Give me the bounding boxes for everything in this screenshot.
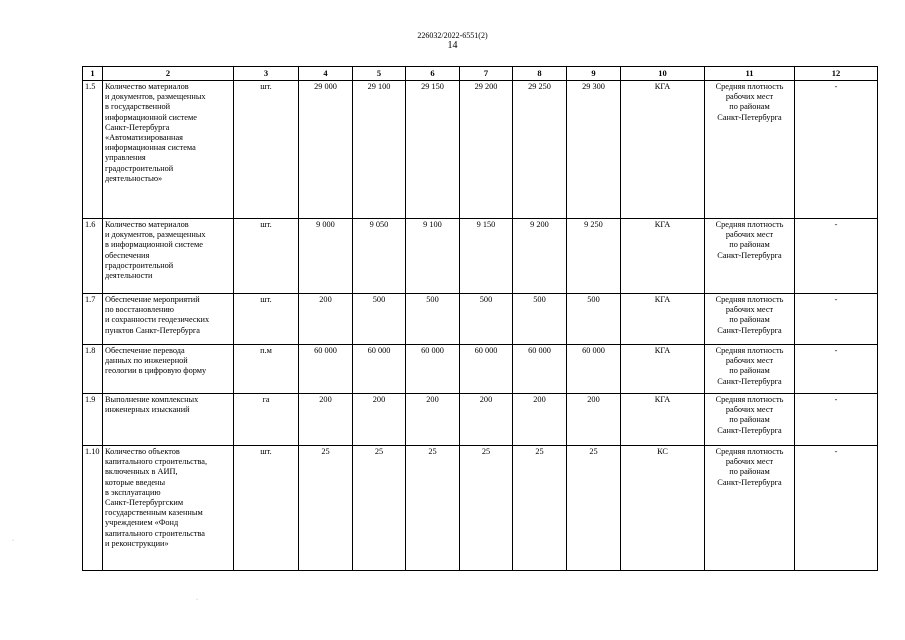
- method-line: по районам: [729, 102, 770, 112]
- method-line: по районам: [729, 415, 770, 425]
- indicator-name-line: Количество объектов: [105, 447, 180, 456]
- value-cell: 200: [299, 294, 353, 345]
- method-line: рабочих мест: [725, 92, 774, 102]
- value-cell: 500: [353, 294, 406, 345]
- value-cell: 29 200: [460, 81, 513, 219]
- indicator-name-line: геологии в цифровую форму: [105, 366, 207, 376]
- method-line: Средняя плотность: [715, 395, 784, 404]
- document-id: 226032/2022-6551(2): [417, 31, 488, 40]
- row-number: 1.9: [83, 394, 103, 446]
- column-header: 9: [567, 67, 621, 81]
- column-header: 1: [83, 67, 103, 81]
- method-line: рабочих мест: [725, 230, 774, 240]
- indicator-name-line: Количество материалов: [105, 220, 189, 229]
- method-line: Средняя плотность: [715, 220, 784, 229]
- indicator-name-line: Санкт-Петербургским: [105, 498, 184, 508]
- indicator-name-line: в государственной: [105, 102, 171, 112]
- unit-cell: п.м: [234, 345, 299, 394]
- value-cell: 25: [460, 446, 513, 571]
- value-cell: 9 100: [406, 219, 460, 294]
- method-line: рабочих мест: [725, 356, 774, 366]
- indicator-name-line: государственным казенным: [105, 508, 203, 518]
- value-cell: 29 300: [567, 81, 621, 219]
- value-cell: 9 200: [513, 219, 567, 294]
- page-number: 14: [447, 40, 458, 51]
- value-cell: 60 000: [460, 345, 513, 394]
- header-row: [83, 67, 878, 81]
- indicator-name-line: капитального строительства,: [105, 457, 208, 467]
- value-cell: 200: [353, 394, 406, 446]
- row-number: 1.6: [83, 219, 103, 294]
- row-number: 1.7: [83, 294, 103, 345]
- value-cell: 25: [299, 446, 353, 571]
- unit-cell: шт.: [234, 294, 299, 345]
- method-cell: [705, 446, 795, 571]
- value-cell: 9 050: [353, 219, 406, 294]
- value-cell: 200: [567, 394, 621, 446]
- note-cell: -: [795, 345, 878, 394]
- method-line: Санкт-Петербурга: [717, 250, 782, 260]
- column-header: 12: [795, 67, 878, 81]
- column-header: 7: [460, 67, 513, 81]
- method-line: по районам: [729, 467, 770, 477]
- indicator-name-line: Количество материалов: [105, 82, 189, 91]
- agency-cell: КГА: [621, 394, 705, 446]
- note-cell: -: [795, 394, 878, 446]
- agency-cell: КГА: [621, 294, 705, 345]
- unit-cell: шт.: [234, 81, 299, 219]
- row-number: 1.10: [83, 446, 103, 571]
- column-header: 2: [103, 67, 234, 81]
- note-cell: -: [795, 219, 878, 294]
- value-cell: 9 000: [299, 219, 353, 294]
- indicators-table: [82, 66, 878, 571]
- method-line: по районам: [729, 240, 770, 250]
- value-cell: 29 000: [299, 81, 353, 219]
- indicator-name-line: которые введены: [105, 477, 166, 487]
- table-body: [83, 81, 878, 571]
- indicator-name-line: Обеспечение перевода: [105, 346, 185, 355]
- value-cell: 9 150: [460, 219, 513, 294]
- indicator-name-line: пунктов Санкт-Петербурга: [105, 325, 200, 335]
- value-cell: 200: [406, 394, 460, 446]
- method-line: Санкт-Петербурга: [717, 425, 782, 435]
- table-row: [83, 219, 878, 294]
- indicator-name-line: и сохранности геодезических: [105, 315, 210, 325]
- indicator-name-line: в эксплуатацию: [105, 487, 161, 497]
- indicator-name-line: данных по инженерной: [105, 356, 188, 366]
- table-row: [83, 446, 878, 571]
- value-cell: 60 000: [353, 345, 406, 394]
- value-cell: 60 000: [299, 345, 353, 394]
- value-cell: 60 000: [406, 345, 460, 394]
- unit-cell: шт.: [234, 219, 299, 294]
- indicator-name-line: «Автоматизированная: [105, 133, 183, 143]
- method-cell: [705, 294, 795, 345]
- column-header: 8: [513, 67, 567, 81]
- indicator-name-line: капитального строительства: [105, 528, 205, 538]
- column-header: 11: [705, 67, 795, 81]
- method-line: по районам: [729, 366, 770, 376]
- note-cell: -: [795, 294, 878, 345]
- indicator-name-line: включенных в АИП,: [105, 467, 178, 477]
- indicator-name-line: градостроительной: [105, 260, 174, 270]
- value-cell: 200: [299, 394, 353, 446]
- unit-cell: га: [234, 394, 299, 446]
- agency-cell: КГА: [621, 81, 705, 219]
- method-line: Средняя плотность: [715, 346, 784, 355]
- method-line: Средняя плотность: [715, 82, 784, 91]
- column-header: 10: [621, 67, 705, 81]
- method-line: Средняя плотность: [715, 447, 784, 456]
- indicator-name: [103, 446, 234, 571]
- value-cell: 500: [567, 294, 621, 345]
- indicator-name: [103, 394, 234, 446]
- method-line: Средняя плотность: [715, 295, 784, 304]
- column-header: 6: [406, 67, 460, 81]
- note-cell: -: [795, 81, 878, 219]
- indicator-name-line: по восстановлению: [105, 305, 174, 315]
- note-cell: -: [795, 446, 878, 571]
- method-cell: [705, 219, 795, 294]
- indicator-name-line: градостроительной: [105, 163, 174, 173]
- agency-cell: КГА: [621, 345, 705, 394]
- value-cell: 500: [406, 294, 460, 345]
- indicator-name-line: инженерных изысканий: [105, 405, 190, 415]
- column-header: 3: [234, 67, 299, 81]
- method-line: рабочих мест: [725, 405, 774, 415]
- scan-speck: ·: [12, 538, 14, 544]
- indicator-name: [103, 219, 234, 294]
- value-cell: 60 000: [513, 345, 567, 394]
- value-cell: 200: [513, 394, 567, 446]
- table-row: [83, 81, 878, 219]
- method-line: рабочих мест: [725, 457, 774, 467]
- column-header: 4: [299, 67, 353, 81]
- indicator-name-line: и документов, размещенных: [105, 92, 206, 102]
- method-cell: [705, 345, 795, 394]
- indicator-name-line: деятельностью»: [105, 173, 163, 183]
- value-cell: 25: [353, 446, 406, 571]
- table-row: [83, 294, 878, 345]
- value-cell: 29 250: [513, 81, 567, 219]
- method-line: рабочих мест: [725, 305, 774, 315]
- table-row: [83, 345, 878, 394]
- indicator-name: [103, 345, 234, 394]
- value-cell: 29 150: [406, 81, 460, 219]
- value-cell: 200: [460, 394, 513, 446]
- indicator-name: [103, 81, 234, 219]
- indicator-name-line: деятельности: [105, 271, 153, 281]
- indicator-name-line: Выполнение комплексных: [105, 395, 199, 404]
- indicator-name-line: и реконструкции»: [105, 538, 169, 548]
- agency-cell: КГА: [621, 219, 705, 294]
- indicator-name-line: информационной системе: [105, 112, 197, 122]
- indicator-name: [103, 294, 234, 345]
- method-cell: [705, 81, 795, 219]
- indicator-name-line: управления: [105, 153, 146, 163]
- value-cell: 500: [513, 294, 567, 345]
- column-header: 5: [353, 67, 406, 81]
- indicator-name-line: в информационной системе: [105, 240, 203, 250]
- value-cell: 25: [567, 446, 621, 571]
- value-cell: 29 100: [353, 81, 406, 219]
- table-row: [83, 394, 878, 446]
- indicator-name-line: информационная система: [105, 143, 196, 153]
- method-line: Санкт-Петербурга: [717, 477, 782, 487]
- row-number: 1.8: [83, 345, 103, 394]
- method-cell: [705, 394, 795, 446]
- scan-speck: ·: [196, 597, 198, 603]
- method-line: Санкт-Петербурга: [717, 376, 782, 386]
- row-number: 1.5: [83, 81, 103, 219]
- indicator-name-line: Санкт-Петербурга: [105, 122, 170, 132]
- value-cell: 60 000: [567, 345, 621, 394]
- method-line: Санкт-Петербурга: [717, 325, 782, 335]
- value-cell: 25: [406, 446, 460, 571]
- indicator-name-line: Обеспечение мероприятий: [105, 295, 200, 304]
- indicator-name-line: и документов, размещенных: [105, 230, 206, 240]
- unit-cell: шт.: [234, 446, 299, 571]
- value-cell: 9 250: [567, 219, 621, 294]
- value-cell: 500: [460, 294, 513, 345]
- indicator-name-line: обеспечения: [105, 250, 150, 260]
- indicator-name-line: учреждением «Фонд: [105, 518, 179, 528]
- method-line: Санкт-Петербурга: [717, 112, 782, 122]
- agency-cell: КС: [621, 446, 705, 571]
- method-line: по районам: [729, 315, 770, 325]
- value-cell: 25: [513, 446, 567, 571]
